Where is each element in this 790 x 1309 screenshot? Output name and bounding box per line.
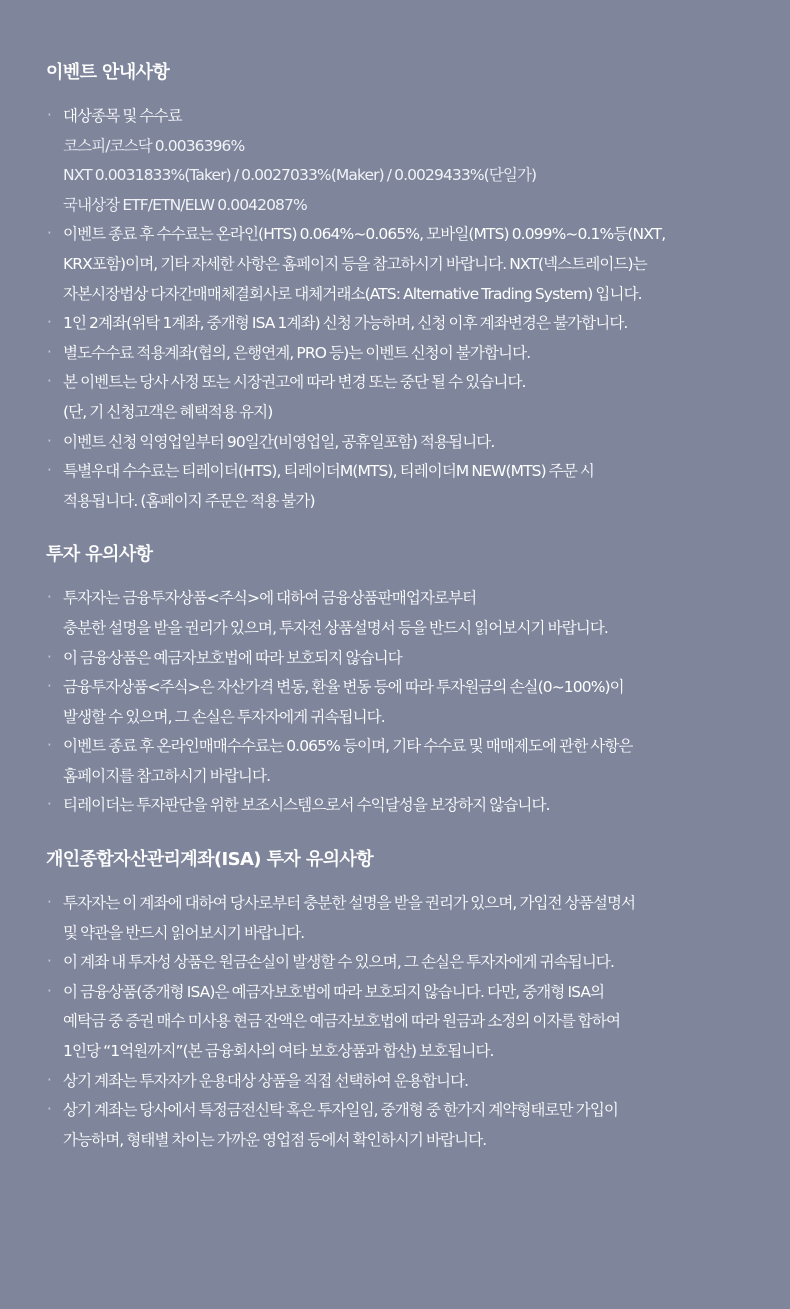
notice-item	[46, 220, 772, 309]
notice-line: 자본시장법상 다자간매매체결회사로 대체거래소(ATS: Alternative Trading System) 입니다.	[63, 284, 642, 303]
notice-item	[46, 368, 772, 427]
notice-line: · 이벤트 종료 후 수수료는 온라인(HTS) 0.064%~0.065%, 모바일(MTS) 0.099%~0.1%등(NXT,	[63, 225, 666, 244]
notice-item	[46, 791, 772, 821]
investment-caution-section	[46, 542, 772, 821]
notice-line: 홈페이지를 참고하시기 바랍니다.	[63, 766, 271, 785]
notice-line: · 대상종목 및 수수료	[63, 107, 182, 125]
notice-line: (단, 기 신청고객은 혜택적용 유지)	[63, 402, 273, 421]
section-title: 투자 유의사항	[46, 544, 153, 566]
notice-item	[46, 457, 772, 516]
notice-line: · 투자자는 금융투자상품<주식>에 대하여 금융상품판매업자로부터	[63, 589, 477, 608]
isa-caution-section	[46, 847, 772, 1155]
notice-line: NXT 0.0031833%(Taker) / 0.0027033%(Maker) / 0.0029433%(단일가)	[63, 166, 537, 185]
notice-item	[46, 948, 772, 978]
notice-line: · 1인 2계좌(위탁 1계좌, 중개형 ISA 1계좌) 신청 가능하며, 신청 이후 계좌변경은 불가합니다.	[63, 314, 628, 333]
notice-line: · 투자자는 이 계좌에 대하여 당사로부터 충분한 설명을 받을 권리가 있으며, 가입전 상품설명서	[63, 894, 636, 913]
notice-item	[46, 102, 772, 220]
notice-item	[46, 644, 772, 674]
notice-line: · 본 이벤트는 당사 사정 또는 시장권고에 따라 변경 또는 중단 될 수 있습니다.	[63, 373, 526, 392]
notice-list	[46, 889, 772, 1155]
notice-line: · 상기 계좌는 당사에서 특정금전신탁 혹은 투자일임, 중개형 중 한가지 계약형태로만 가입이	[63, 1101, 619, 1120]
notice-line: · 별도수수료 적용계좌(협의, 은행연계, PRO 등)는 이벤트 신청이 불가합니다.	[63, 343, 531, 362]
notice-item	[46, 339, 772, 369]
notice-line: · 이벤트 종료 후 온라인매매수수료는 0.065% 등이며, 기타 수수료 및 매매제도에 관한 사항은	[63, 737, 633, 756]
notice-line: · 이벤트 신청 익영업일부터 90일간(비영업일, 공휴일포함) 적용됩니다.	[63, 432, 495, 451]
notice-item	[46, 673, 772, 732]
notice-list	[46, 102, 772, 516]
notice-line: 예탁금 중 증권 매수 미사용 현금 잔액은 예금자보호법에 따라 원금과 소정의 이자를 합하여	[63, 1012, 621, 1031]
notice-line: 코스피/코스닥 0.0036396%	[63, 136, 245, 155]
notice-line: · 이 금융상품은 예금자보호법에 따라 보호되지 않습니다	[63, 648, 402, 667]
notice-list	[46, 584, 772, 821]
notice-line: · 이 계좌 내 투자성 상품은 원금손실이 발생할 수 있으며, 그 손실은 투자자에게 귀속됩니다.	[63, 953, 615, 972]
notice-item	[46, 1096, 772, 1155]
notice-line: 적용됩니다. (홈페이지 주문은 적용 불가)	[63, 491, 315, 510]
notice-item	[46, 428, 772, 458]
section-title: 개인종합자산관리계좌(ISA) 투자 유의사항	[46, 849, 373, 871]
notice-line: KRX포함)이며, 기타 자세한 사항은 홈페이지 등을 참고하시기 바랍니다. NXT(넥스트레이드)는	[63, 254, 647, 273]
section-title: 이벤트 안내사항	[46, 62, 170, 83]
notice-line: · 이 금융상품(중개형 ISA)은 예금자보호법에 따라 보호되지 않습니다. 다만, 중개형 ISA의	[63, 982, 605, 1001]
notice-item	[46, 584, 772, 643]
notice-line: 충분한 설명을 받을 권리가 있으며, 투자전 상품설명서 등을 반드시 읽어보시기 바랍니다.	[63, 618, 608, 637]
notice-item	[46, 732, 772, 791]
notice-item	[46, 1067, 772, 1097]
notice-line: 가능하며, 형태별 차이는 가까운 영업점 등에서 확인하시기 바랍니다.	[63, 1130, 487, 1149]
notice-line: · 상기 계좌는 투자자가 운용대상 상품을 직접 선택하여 운용합니다.	[63, 1071, 469, 1090]
notice-line: 및 약관을 반드시 읽어보시기 바랍니다.	[63, 923, 305, 942]
event-notice-section	[46, 60, 772, 516]
notice-item	[46, 889, 772, 948]
notice-line: 발생할 수 있으며, 그 손실은 투자자에게 귀속됩니다.	[63, 707, 385, 726]
notice-line: · 금융투자상품<주식>은 자산가격 변동, 환율 변동 등에 따라 투자원금의 손실(0~100%)이	[63, 678, 624, 697]
notice-line: 1인당 “1억원까지”(본 금융회사의 여타 보호상품과 합산) 보호됩니다.	[63, 1042, 494, 1061]
notice-line: 국내상장 ETF/ETN/ELW 0.0042087%	[63, 195, 307, 214]
notice-line: · 특별우대 수수료는 티레이더(HTS), 티레이더M(MTS), 티레이더M NEW(MTS) 주문 시	[63, 462, 594, 481]
notice-line: · 티레이더는 투자판단을 위한 보조시스템으로서 수익달성을 보장하지 않습니다.	[63, 796, 550, 815]
notice-item	[46, 978, 772, 1067]
notice-item	[46, 309, 772, 339]
